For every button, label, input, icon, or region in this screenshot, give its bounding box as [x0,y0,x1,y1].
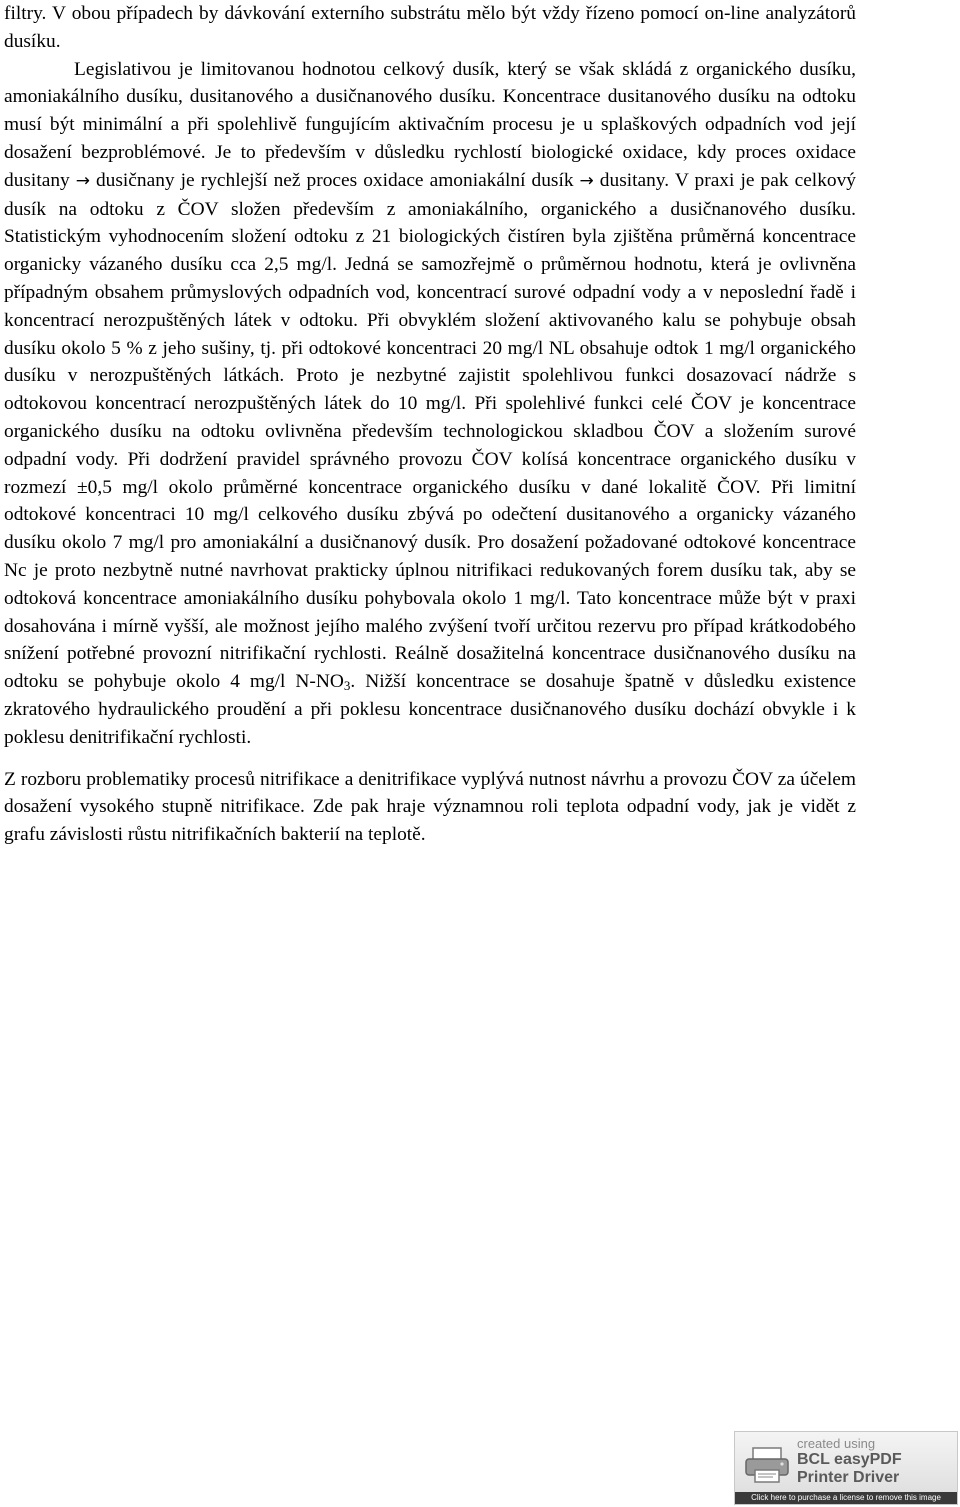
watermark-text [797,1436,902,1487]
paragraph-text: dusičnany je rychlejší než proces oxidace amoniakální dusík [95,169,574,191]
paragraph-intro [4,0,856,56]
watermark-created-label: created using [797,1436,876,1451]
subscript: 3 [343,678,351,694]
paragraph-spacer [4,752,856,766]
watermark-product-name: BCL easyPDF [797,1451,902,1468]
watermark-product-subtitle: Printer Driver [797,1469,900,1486]
paragraph-conclusion [4,766,856,849]
paragraph-text: Z rozboru problematiky procesů nitrifikace a denitrifikace vyplývá nutnost návrhu a provozu ČOV za účelem dosažení vysokého stupně nitrifikace. Zde pak hraje významnou roli teplota odpadní vody, jak je vidět z grafu závislosti růstu nitrifikačních bakterií na teplotě. [4,768,856,846]
arrow-icon: → [579,170,594,191]
arrow-icon: → [75,170,90,191]
paragraph-text: filtry. V obou případech by dávkování externího substrátu mělo být vždy řízeno pomocí on-line analyzátorů dusíku. [4,3,856,52]
document-body [4,0,856,849]
paragraph-text: dusitany. V praxi je pak celkový dusík na odtoku z ČOV složen především z amoniakálního, organického a dusičnanového dusíku. Statistickým vyhodnocením složení odtoku z 21 biologických čistíren byla zjištěna průměrná koncentrace organicky vázaného dusíku cca 2,5 mg/l. Jedná se samozřejmě o průměrnou hodnotu, která je ovlivněna případným obsahem průmyslových odpadních vod, koncentrací surové odpadní vody a v neposlední řadě i koncentrací nerozpuštěných látek v odtoku. Při obvyklém složení aktivovaného kalu se pohybuje obsah dusíku okolo 5 % z jeho sušiny, tj. při odtokové koncentraci 20 mg/l NL obsahuje odtok 1 mg/l organického dusíku v nerozpuštěných látkách. Proto je nezbytné zajistit spolehlivou funkci dosazovací nádrže s odtokovou koncentrací nerozpuštěných látek do 10 mg/l. Při spolehlivé funkci celé ČOV je koncentrace organického dusíku na odtoku ovlivněna především technologickou skladbou ČOV a složením surové odpadní vody. Při dodržení pravidel správného provozu ČOV kolísá koncentrace organického dusíku v rozmezí ±0,5 mg/l okolo průměrné koncentrace organického dusíku v dané lokalitě ČOV. Při limitní odtokové koncentraci 10 mg/l celkového dusíku zbývá po odečtení dusitanového a organicky vázaného dusíku okolo 7 mg/l pro amoniakální a dusičnanový dusík. Pro dosažení požadované odtokové koncentrace Nc je proto nezbytně nutné navrhovat prakticky úplnou nitrifikaci redukovaných forem dusíku tak, aby se odtoková koncentrace amoniakálního dusíku pohybovala okolo 1 mg/l. Tato koncentrace může být v praxi dosahována i mírně vyšší, ale možnost jejího malého zvýšení tvoří určitou rezervu pro případ krátkodobého snížení potřebné provozní nitrifikační rychlosti. Reálně dosažitelná koncentrace dusičnanového dusíku na odtoku se pohybuje okolo 4 mg/l N-NO [4,169,856,693]
paragraph-nitrogen-legislation [4,56,856,752]
paragraph-text: Legislativou je limitovanou hodnotou celkový dusík, který se však skládá z organického dusíku, amoniakálního dusíku, dusitanového a dusičnanového dusíku. Koncentrace dusitanového dusíku na odtoku musí být minimální a při spolehlivě fungujícím aktivačním procesu je u splaškových odpadních vod její dosažení bezproblémové. Je to především v důsledku rychlostí biologické oxidace, kdy proces oxidace dusitany [4,58,856,191]
watermark-purchase-link[interactable]: Click here to purchase a license to remove this image [735,1492,957,1504]
paragraph-text: . Nižší koncentrace se dosahuje špatně v důsledku existence zkratového hydraulického proudění a při poklesu koncentrace dusičnanového dusíku dochází obvykle i k poklesu denitrifikační rychlosti. [4,671,857,748]
watermark-badge[interactable] [734,1431,958,1505]
printer-icon [743,1446,791,1484]
